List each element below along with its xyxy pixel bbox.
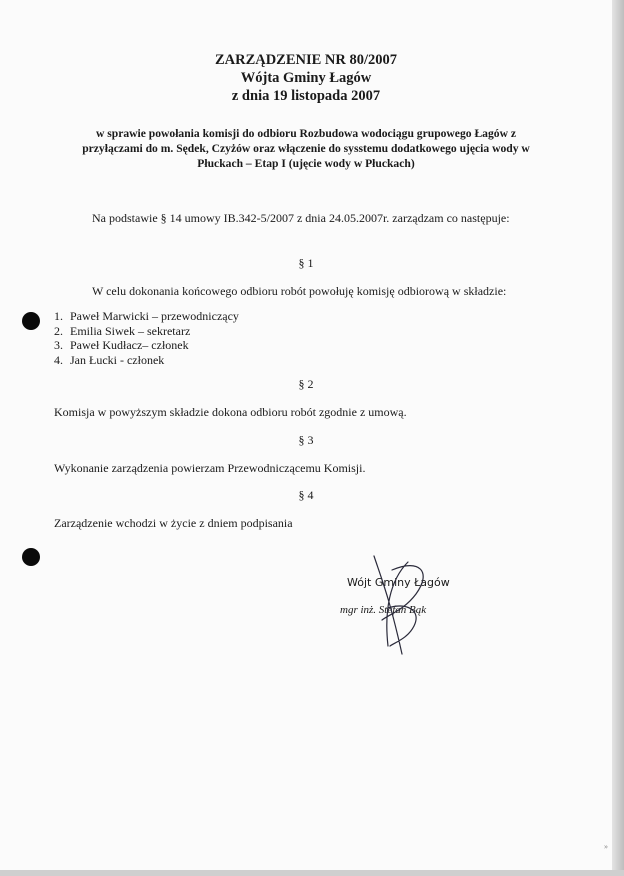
scan-edge-bottom xyxy=(0,870,624,876)
section-1-text: W celu dokonania końcowego odbioru robót powołuję komisję odbiorową w składzie: xyxy=(92,284,507,298)
scan-mark: » xyxy=(604,842,608,851)
list-item-name: Jan Łucki - członek xyxy=(70,352,165,367)
section-2-text: Komisja w powyższym składzie dokona odbioru robót zgodnie z umową. xyxy=(54,405,407,419)
legal-basis: Na podstawie § 14 umowy IB.342-5/2007 z dnia 24.05.2007r. zarządzam co następuje: xyxy=(92,211,510,225)
list-item-name: Paweł Marwicki – przewodniczący xyxy=(70,309,239,323)
section-4-symbol: § 4 xyxy=(298,488,314,502)
section-3-symbol: § 3 xyxy=(298,433,314,447)
list-item-number: 1. xyxy=(54,309,63,323)
section-3-text: Wykonanie zarządzenia powierzam Przewodniczącemu Komisji. xyxy=(54,461,366,475)
list-item xyxy=(54,324,239,339)
punch-hole-top xyxy=(22,312,40,330)
punch-hole-bottom xyxy=(22,548,40,566)
handwritten-signature xyxy=(330,550,480,660)
list-item-name: Emilia Siwek – sekretarz xyxy=(70,323,191,338)
document-issuer: Wójta Gminy Łagów xyxy=(240,70,372,86)
scan-edge-right xyxy=(612,0,624,876)
document-date: z dnia 19 listopada 2007 xyxy=(231,88,381,104)
commission-members-list xyxy=(54,309,239,367)
document-subject: w sprawie powołania komisji do odbioru Rozbudowa wodociągu grupowego Łagów z przyłączami do m. Sędek, Czyżów oraz włączenie do sysstemu dodatkowego ujęcia wody w Płuckach – Etap I (ujęcie wody w Płuckach) xyxy=(82,127,530,170)
list-item xyxy=(54,309,239,324)
list-item-name: Paweł Kudłacz– członek xyxy=(70,338,189,352)
list-item xyxy=(54,338,239,353)
list-item-number: 3. xyxy=(54,338,63,352)
stamp-name: mgr inż. Stefan Bąk xyxy=(340,604,427,616)
document-title: ZARZĄDZENIE NR 80/2007 xyxy=(214,52,398,68)
section-2-symbol: § 2 xyxy=(298,377,314,391)
section-1-symbol: § 1 xyxy=(298,256,314,270)
section-4-text: Zarządzenie wchodzi w życie z dniem podpisania xyxy=(54,516,293,530)
stamp-office: Wójt Gminy Łagów xyxy=(347,576,450,589)
list-item-number: 4. xyxy=(54,352,63,367)
list-item-number: 2. xyxy=(54,323,63,338)
list-item xyxy=(54,353,239,368)
